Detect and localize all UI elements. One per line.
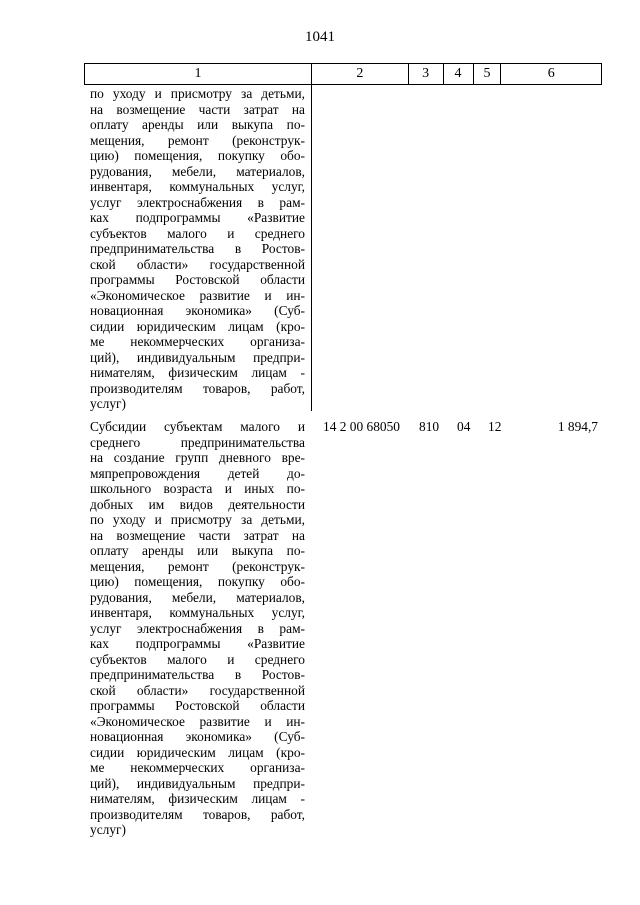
text-line: на возмещение части затрат на xyxy=(90,527,305,543)
page-number: 1041 xyxy=(305,29,335,45)
text-line: школьного возраста и иных по- xyxy=(90,481,305,496)
text-line: ций), индивидуальным предпри- xyxy=(90,349,305,365)
text-line: рудования, мебели, материалов, xyxy=(90,589,305,605)
continued-description xyxy=(90,86,305,412)
table-header-col-3: 3 xyxy=(409,64,444,84)
text-line: ме некоммерческих организа- xyxy=(90,334,305,349)
text-line: новационная экономика» (Суб- xyxy=(90,303,305,318)
text-line: производителям товаров, работ, xyxy=(90,806,305,822)
table-header-col-2: 2 xyxy=(312,64,409,84)
text-line: субъектов малого и среднего xyxy=(90,225,305,241)
text-line: услуг электроснабжения в рам- xyxy=(90,620,305,636)
text-line: ской области» государственной xyxy=(90,682,305,698)
text-line: ках подпрограммы «Развитие xyxy=(90,210,305,225)
text-line: на возмещение части затрат на xyxy=(90,101,305,117)
text-line: производителям товаров, работ, xyxy=(90,380,305,396)
target-article-code: 14 2 00 68050 xyxy=(323,419,400,434)
text-line: оплату аренды или выкупа по- xyxy=(90,543,305,558)
subsection-code: 12 xyxy=(488,419,502,434)
text-line: на создание групп дневного вре- xyxy=(90,450,305,465)
text-line: рудования, мебели, материалов, xyxy=(90,163,305,179)
text-line: программы Ростовской области xyxy=(90,698,305,713)
text-line: по уходу и присмотру за детьми, xyxy=(90,86,305,101)
text-line: «Экономическое развитие и ин- xyxy=(90,287,305,303)
table-header-row xyxy=(84,63,602,85)
text-line: нимателям, физическим лицам - xyxy=(90,791,305,806)
amount-value: 1 894,7 xyxy=(557,419,598,434)
table-header-col-1: 1 xyxy=(85,64,312,84)
text-line: цию) помещения, покупку обо- xyxy=(90,148,305,163)
text-line: добных им видов деятельности xyxy=(90,496,305,512)
text-line: мяпрепровождения детей до- xyxy=(90,465,305,481)
section-code: 04 xyxy=(457,419,471,434)
text-line: предпринимательства в Ростов- xyxy=(90,667,305,682)
text-line: среднего предпринимательства xyxy=(90,434,305,450)
text-line: мещения, ремонт (реконструк- xyxy=(90,132,305,148)
text-line: услуг) xyxy=(90,396,126,411)
text-line: Субсидии субъектам малого и xyxy=(90,419,305,434)
text-line: предпринимательства в Ростов- xyxy=(90,241,305,256)
text-line: услуг) xyxy=(90,822,126,837)
table-header-col-4: 4 xyxy=(444,64,474,84)
expense-type-code: 810 xyxy=(419,419,440,434)
column-divider xyxy=(311,85,312,411)
text-line: мещения, ремонт (реконструк- xyxy=(90,558,305,574)
text-line: новационная экономика» (Суб- xyxy=(90,729,305,744)
text-line: по уходу и присмотру за детьми, xyxy=(90,512,305,527)
text-line: инвентаря, коммунальных услуг, xyxy=(90,605,305,620)
text-line: «Экономическое развитие и ин- xyxy=(90,713,305,729)
text-line: сидии юридическим лицам (кро- xyxy=(90,318,305,334)
text-line: ций), индивидуальным предпри- xyxy=(90,775,305,791)
text-line: оплату аренды или выкупа по- xyxy=(90,117,305,132)
row-description xyxy=(90,419,305,838)
text-line: услуг электроснабжения в рам- xyxy=(90,194,305,210)
text-line: программы Ростовской области xyxy=(90,272,305,287)
text-line: цию) помещения, покупку обо- xyxy=(90,574,305,589)
table-header-col-5: 5 xyxy=(474,64,502,84)
text-line: сидии юридическим лицам (кро- xyxy=(90,744,305,760)
text-line: инвентаря, коммунальных услуг, xyxy=(90,179,305,194)
text-line: субъектов малого и среднего xyxy=(90,651,305,667)
text-line: ской области» государственной xyxy=(90,256,305,272)
text-line: нимателям, физическим лицам - xyxy=(90,365,305,380)
table-header-col-6: 6 xyxy=(547,66,555,81)
text-line: ме некоммерческих организа- xyxy=(90,760,305,775)
text-line: ках подпрограммы «Развитие xyxy=(90,636,305,651)
